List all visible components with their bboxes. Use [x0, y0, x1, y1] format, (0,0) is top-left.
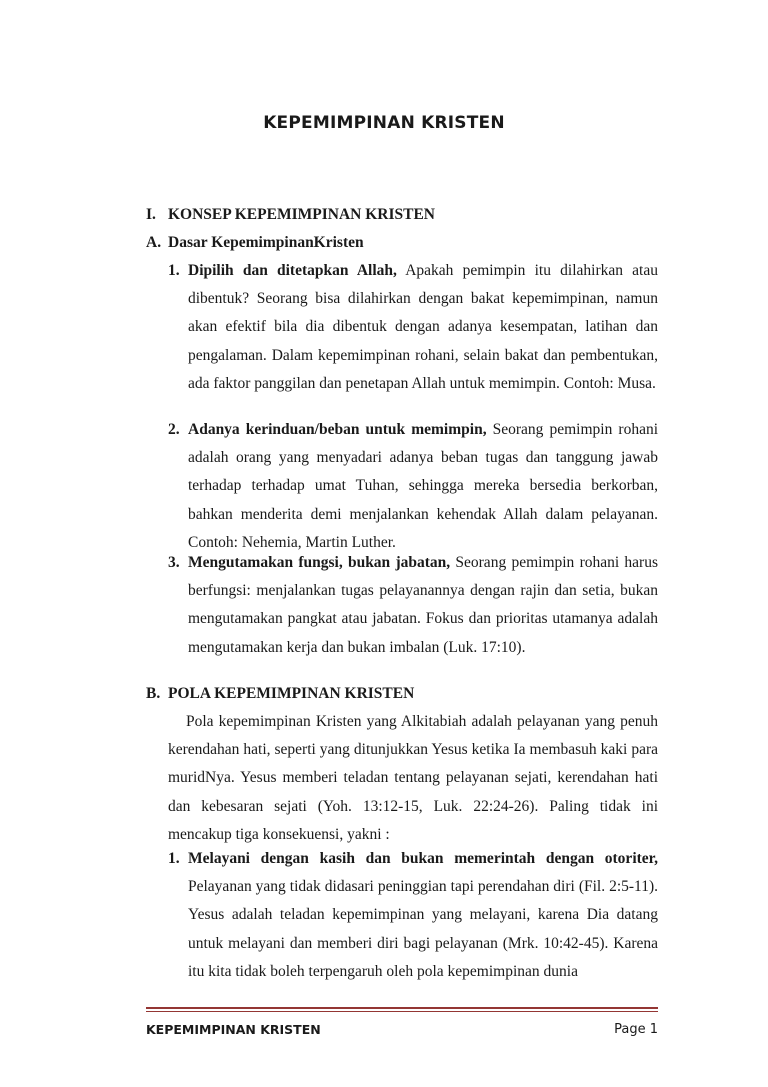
section-b-intro: Pola kepemimpinan Kristen yang Alkitabiah adalah pelayanan yang penuh kerendahan hati, seperti yang ditunjukkan Yesus ketika Ia membasuh kaki para muridNya. Yesus memberi teladan tentang pelayanan sejati, kerendahan hati dan kebesaran sejati (Yoh. 13:12-15, Luk. 22:24-26). Paling tidak ini mencakup tiga konsekuensi, yakni : [168, 713, 658, 843]
list-item-lead: Mengutamakan fungsi, bukan jabatan, [188, 554, 451, 571]
list-item [168, 416, 658, 557]
list-item-number: 3. [168, 554, 180, 571]
list-item-lead: Melayani dengan kasih dan bukan memerintah dengan otoriter, [188, 850, 658, 867]
list-item-text: Seorang pemimpin rohani harus berfungsi: menjalankan tugas pelayanannya dengan rajin dan setia, bukan mengutamakan pangkat atau jabatan. Fokus dan prioritas utamanya adalah mengutamakan kerja dan bukan imbalan (Luk. 17:10). [188, 554, 658, 656]
list-item-text: Apakah pemimpin itu dilahirkan atau dibentuk? Seorang bisa dilahirkan dengan bakat kepemimpinan, namun akan efektif bila dia dibentuk dengan adanya kesempatan, latihan dan pengalaman. Dalam kepemimpinan rohani, selain bakat dan pembentukan, ada faktor panggilan dan penetapan Allah untuk memimpin. Contoh: Musa. [188, 262, 658, 392]
list-item-number: 2. [168, 421, 180, 438]
page-number: Page 1 [614, 1022, 658, 1037]
section-title: POLA KEPEMIMPINAN KRISTEN [168, 685, 415, 702]
section-heading-i [146, 206, 435, 224]
list-item [168, 549, 658, 662]
section-marker: I. [146, 206, 156, 223]
document-title: KEPEMIMPINAN KRISTEN [263, 113, 505, 133]
list-item-lead: Dipilih dan ditetapkan Allah, [188, 262, 397, 279]
section-marker: B. [146, 685, 161, 702]
section-marker: A. [146, 234, 162, 251]
list-item-text: Seorang pemimpin rohani adalah orang yang menyadari adanya beban tugas dan tanggung jawab terhadap terhadap umat Tuhan, sehingga mereka bersedia berkorban, bahkan menderita demi menjalankan kehendak Allah dalam pelayanan. Contoh: Nehemia, Martin Luther. [188, 421, 659, 551]
list-item [168, 257, 658, 398]
section-title: Dasar KepemimpinanKristen [168, 234, 364, 251]
section-title: KONSEP KEPEMIMPINAN KRISTEN [168, 206, 435, 223]
footer-rule-thin [146, 1011, 658, 1012]
list-item-text: Pelayanan yang tidak didasari peninggian tapi perendahan diri (Fil. 2:5-11). Yesus adalah teladan kepemimpinan yang melayani, karena Dia datang untuk melayani dan memberi diri bagi pelayanan (Mrk. 10:42-45). Karena itu kita tidak boleh terpengaruh oleh pola kepemimpinan dunia [188, 878, 658, 980]
list-item-lead: Adanya kerinduan/beban untuk memimpin, [188, 421, 487, 438]
list-item-number: 1. [168, 850, 180, 867]
list-item [168, 845, 658, 986]
subsection-heading-b [146, 685, 414, 703]
footer-title: KEPEMIMPINAN KRISTEN [146, 1022, 321, 1037]
subsection-heading-a [146, 234, 364, 252]
list-item-number: 1. [168, 262, 180, 279]
footer-rule [146, 1007, 658, 1009]
